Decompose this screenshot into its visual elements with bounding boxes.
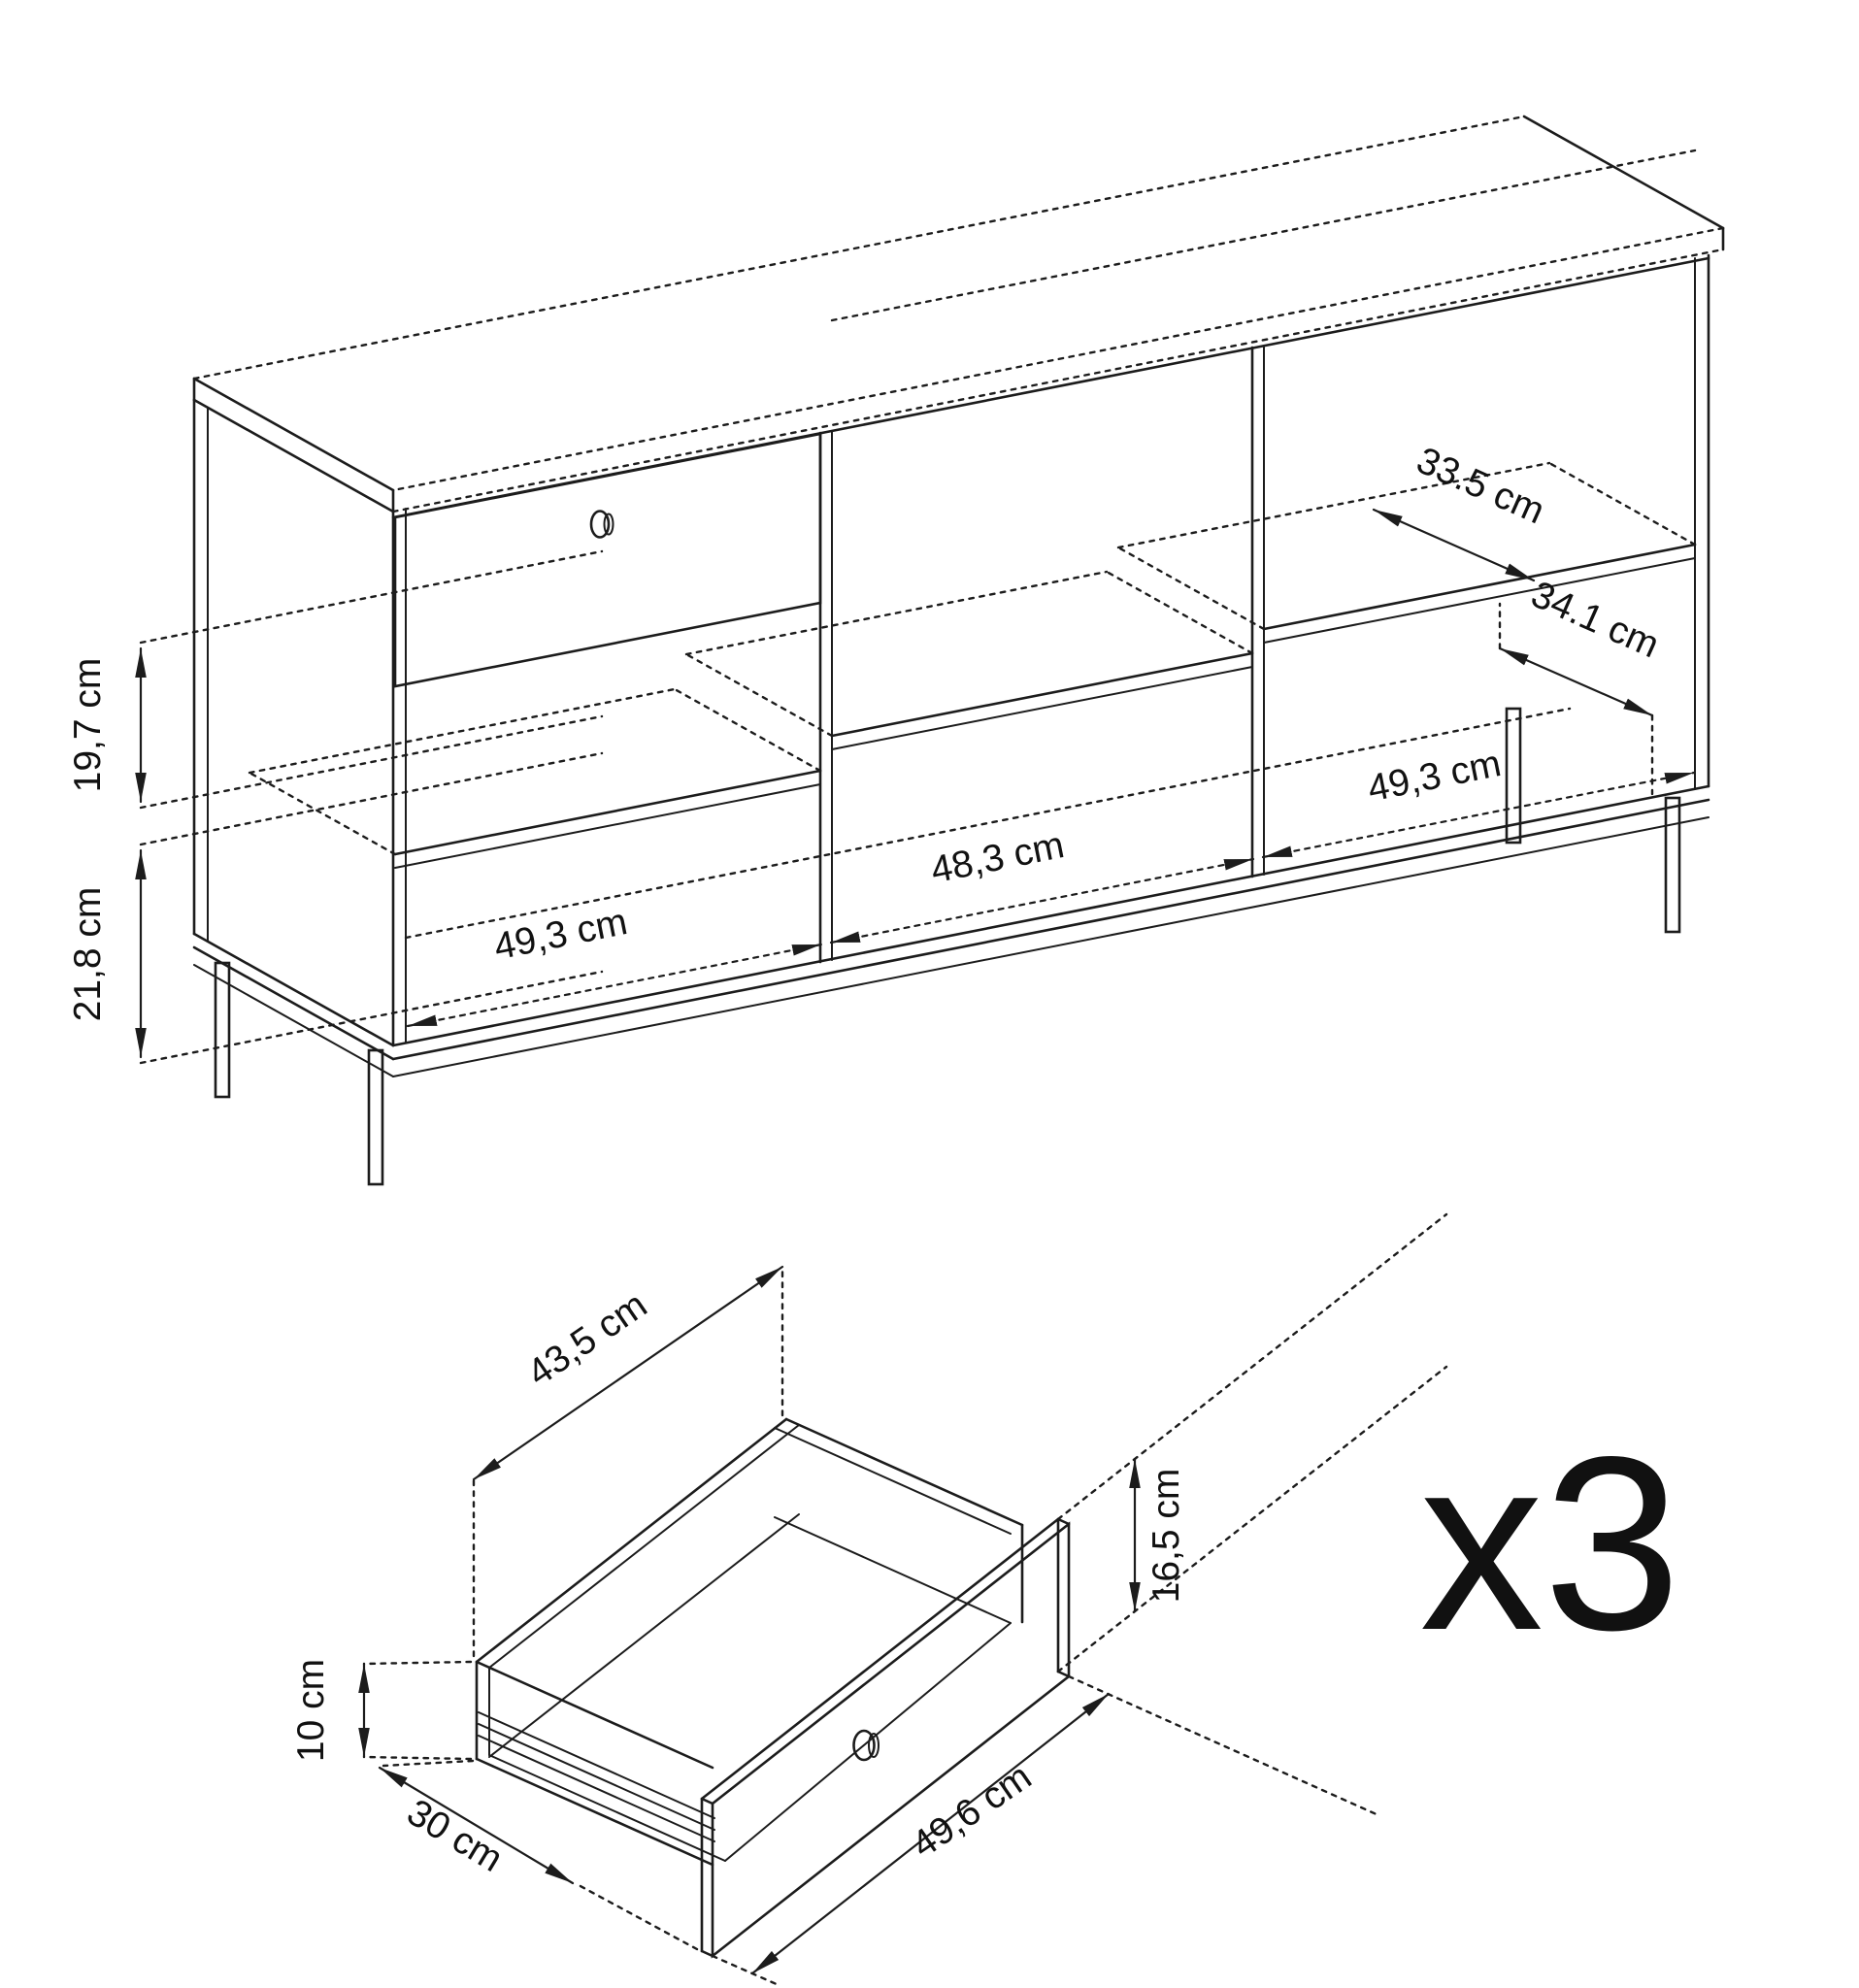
dim-upper-compartment-height: 19,7 cm [67,657,109,793]
dim-middle-section-width: 48,3 cm [927,824,1068,892]
knob-icon [854,1731,880,1760]
dim-left-section-width: 49,3 cm [490,901,631,969]
dim-front-height: 16,5 cm [1145,1468,1187,1604]
drawer-drawing [290,1214,1681,1985]
dim-lower-shelf-depth: 34.1 cm [1524,573,1666,667]
cabinet-shelves [249,463,1695,868]
dim-depth: 30 cm [399,1791,511,1881]
dim-right-section-width: 49,3 cm [1364,743,1505,811]
knob-icon [591,512,614,538]
dim-side-height: 10 cm [290,1658,332,1763]
dim-lower-compartment-height: 21,8 cm [67,886,109,1022]
drawer-dimensions [290,1214,1446,1985]
cabinet-drawer-front [395,434,820,686]
leg-back-right [1507,709,1520,843]
cabinet-dimensions [67,440,1694,1063]
drawer-box [477,1419,1022,1865]
cabinet-top-panel [194,116,1723,512]
cabinet-carcass [194,150,1709,1045]
dim-upper-shelf-depth: 33.5 cm [1410,439,1551,533]
drawer-front-panel [702,1519,1069,1956]
dim-front-width: 49,6 cm [904,1755,1040,1867]
quantity-label: x3 [1419,1406,1681,1682]
leg-front-right [1666,798,1679,932]
dim-inner-length: 43,5 cm [519,1283,655,1395]
cabinet-drawing [67,116,1723,1184]
